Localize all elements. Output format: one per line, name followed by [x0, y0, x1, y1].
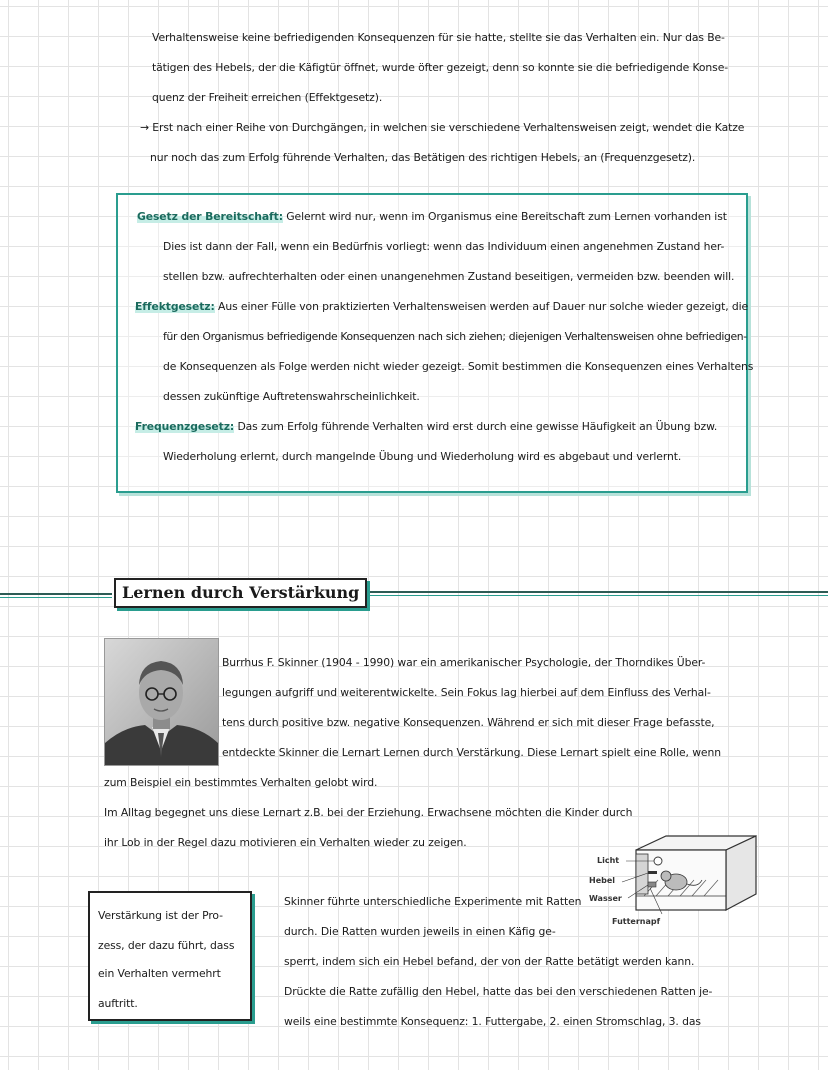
text-line: Drückte die Ratte zufällig den Hebel, hatte das bei den verschiedenen Ratten je-: [284, 985, 713, 998]
text-line: weils eine bestimmte Konsequenz: 1. Futtergabe, 2. einen Stromschlag, 3. das: [284, 1015, 701, 1028]
text-line: ihr Lob in der Regel dazu motivieren ein Verhalten wieder zu zeigen.: [104, 836, 467, 849]
text-line: durch. Die Ratten wurden jeweils in einen Käfig ge-: [284, 925, 556, 938]
cage-drawing: [622, 836, 756, 914]
law-text: Aus einer Fülle von praktizierten Verhaltensweisen werden auf Dauer nur solche wieder gezeigt, die: [218, 300, 749, 313]
text-line: entdeckte Skinner die Lernart Lernen durch Verstärkung. Diese Lernart spielt eine Rolle, wenn: [222, 746, 721, 759]
label-light: Licht: [597, 856, 620, 865]
law-term: Frequenzgesetz:: [135, 420, 235, 433]
text-line: Wiederholung erlernt, durch mangelnde Übung und Wiederholung wird es abgebaut und verlernt.: [163, 450, 682, 463]
text-line: Verstärkung ist der Pro-: [98, 909, 223, 922]
definition-box: [88, 891, 252, 1021]
law-text: Gelernt wird nur, wenn im Organismus eine Bereitschaft zum Lernen vorhanden ist: [286, 210, 727, 223]
text-line: Dies ist dann der Fall, wenn ein Bedürfnis vorliegt: wenn das Individuum einen angenehmen Zustand her-: [163, 240, 725, 253]
text-line: ein Verhalten vermehrt: [98, 967, 221, 980]
text-line: Burrhus F. Skinner (1904 - 1990) war ein amerikanischer Psychologie, der Thorndikes Über-: [222, 656, 706, 669]
text-line: stellen bzw. aufrechterhalten oder einen unangenehmen Zustand beseitigen, vermeiden bzw. beenden will.: [163, 270, 735, 283]
text-line: Verhaltensweise keine befriedigenden Konsequenzen für sie hatte, stellte sie das Verhalten ein. Nur das Be-: [152, 31, 725, 44]
text-line: für den Organismus befriedigende Konsequenzen nach sich ziehen; diejenigen Verhaltensweisen ohne befriedigen-: [163, 330, 747, 343]
law-term: Gesetz der Bereitschaft:: [137, 210, 283, 223]
text-line: → Erst nach einer Reihe von Durchgängen, in welchen sie verschiedene Verhaltensweisen zeigt, wendet die Katze: [140, 121, 745, 134]
law-term: Effektgesetz:: [135, 300, 215, 313]
section-title: Lernen durch Verstärkung: [114, 578, 367, 608]
section-rule: [0, 593, 112, 595]
skinner-box-diagram: [586, 832, 766, 932]
text-line: quenz der Freiheit erreichen (Effektgesetz).: [152, 91, 383, 104]
label-water: Wasser: [589, 894, 622, 903]
text-line: Skinner führte unterschiedliche Experimente mit Ratten: [284, 895, 582, 908]
law-text: Das zum Erfolg führende Verhalten wird erst durch eine gewisse Häufigkeit an Übung bzw.: [237, 420, 718, 433]
text-line: legungen aufgriff und weiterentwickelte. Sein Fokus lag hierbei auf dem Einfluss des Verhal-: [222, 686, 711, 699]
text-line: auftritt.: [98, 997, 138, 1010]
text-line: Im Alltag begegnet uns diese Lernart z.B. bei der Erziehung. Erwachsene möchten die Kinder durch: [104, 806, 633, 819]
section-rule: [0, 597, 112, 598]
portrait-image: [105, 639, 218, 765]
section-rule: [366, 595, 828, 596]
text-line: sperrt, indem sich ein Hebel befand, der von der Ratte betätigt werden kann.: [284, 955, 695, 968]
section-rule: [366, 591, 828, 593]
text-line: nur noch das zum Erfolg führende Verhalten, das Betätigen des richtigen Hebels, an (Frequenzgesetz).: [150, 151, 696, 164]
text-line: de Konsequenzen als Folge werden nicht wieder gezeigt. Somit bestimmen die Konsequenzen eines Verhaltens: [163, 360, 754, 373]
skinner-portrait: [104, 638, 219, 766]
text-line: dessen zukünftige Auftretenswahrscheinlichkeit.: [163, 390, 420, 403]
text-line: tens durch positive bzw. negative Konsequenzen. Während er sich mit dieser Frage befasste,: [222, 716, 715, 729]
text-line: zess, der dazu führt, dass: [98, 939, 235, 952]
text-line: tätigen des Hebels, der die Käfigtür öffnet, wurde öfter gezeigt, denn so konnte sie die befriedigende Konse-: [152, 61, 729, 74]
label-food: Futternapf: [612, 917, 661, 926]
text-line: zum Beispiel ein bestimmtes Verhalten gelobt wird.: [104, 776, 378, 789]
label-lever: Hebel: [589, 876, 616, 885]
